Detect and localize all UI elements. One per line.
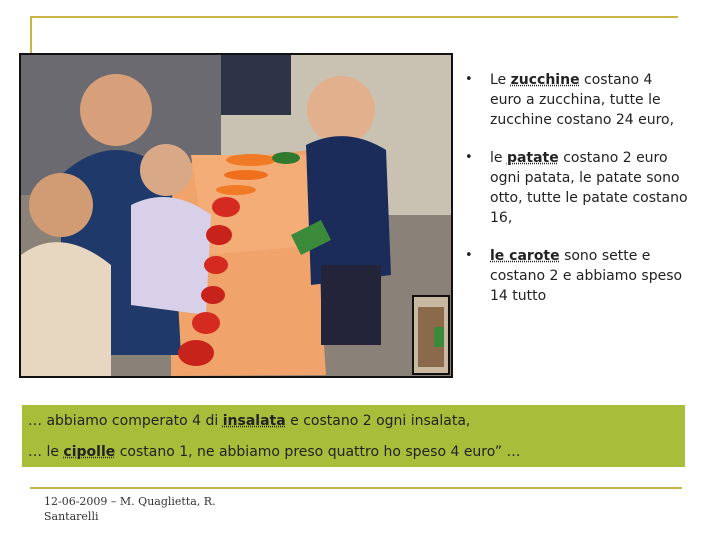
bullet-item-zucchine: • Le zucchine costano 4 euro a zucchina, tutte le zucchine costano 24 euro, [465,72,675,128]
classroom-photo [19,53,453,378]
bullet-item-patate: • le patate costano 2 euro ogni patata, le patate sono otto, tutte le patate costano 16, [465,150,688,226]
side-photo [412,295,450,375]
quote-line-cipolle: … le cipolle costano 1, ne abbiamo preso quattro ho speso 4 euro” … [28,444,521,460]
frame-bottom-line [30,487,682,489]
footer-credit: 12-06-2009 – M. Quaglietta, R. Santarelli [44,495,216,523]
frame-top-line [30,16,678,18]
bullet-marker-icon: • [465,150,473,165]
bullet-list [463,70,688,324]
quote-band [22,405,685,467]
bullet-item-carote: • le carote sono sette e costano 2 e abbiamo speso 14 tutto [465,248,683,304]
quote-line-insalata: … abbiamo comperato 4 di insalata e costano 2 ogni insalata, [28,413,471,429]
bullet-marker-icon: • [465,72,473,87]
bullet-marker-icon: • [465,248,473,263]
